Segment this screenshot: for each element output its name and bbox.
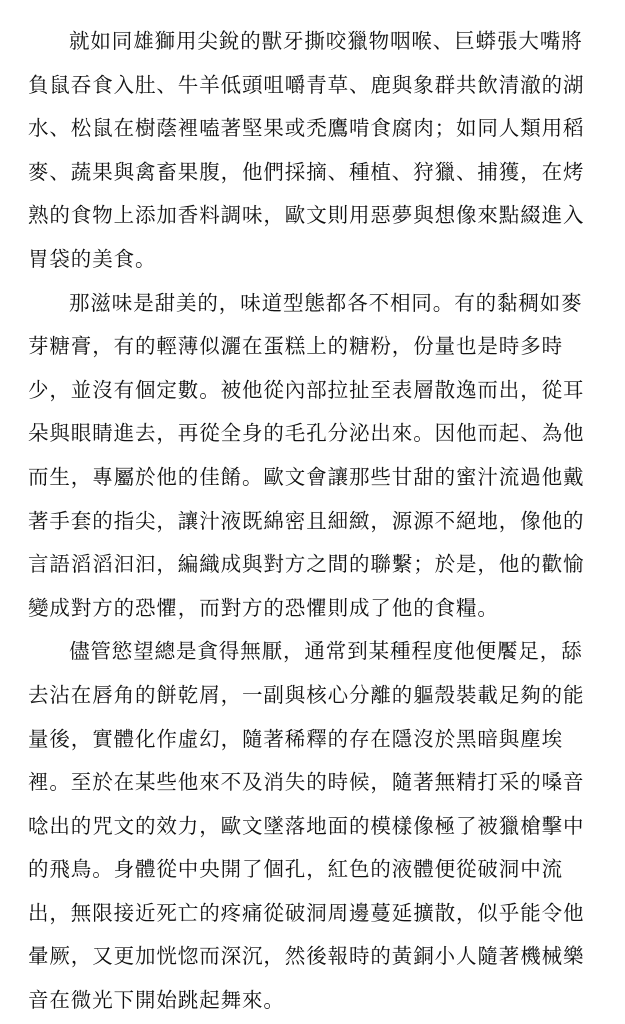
paragraph-3 xyxy=(28,630,611,1022)
text-line: 著手套的指尖，讓汁液既綿密且細緻，源源不絕地，像他的 xyxy=(28,508,585,533)
text-line: 芽糖膏，有的輕薄似灑在蛋糕上的糖粉，份量也是時多時 xyxy=(28,334,563,359)
text-line: 言語滔滔汩汩，編織成與對方之間的聯繫；於是，他的歡愉 xyxy=(28,552,585,577)
text-line: 那滋味是甜美的，味道型態都各不相同。有的黏稠如麥 xyxy=(69,290,583,315)
paragraph-1 xyxy=(28,20,611,282)
text-line: 朵與眼睛進去，再從全身的毛孔分泌出來。因他而起、為他 xyxy=(28,421,585,446)
text-line: 量後，實體化作虛幻，隨著稀釋的存在隱沒於黑暗與塵埃 xyxy=(28,726,563,751)
text-line: 唸出的咒文的效力，歐文墜落地面的模樣像極了被獵槍擊中 xyxy=(28,813,585,838)
text-line: 麥、蔬果與禽畜果腹，他們採摘、種植、狩獵、捕獲，在烤 xyxy=(28,159,585,184)
text-line: 變成對方的恐懼，而對方的恐懼則成了他的食糧。 xyxy=(28,595,499,620)
text-line: 水、松鼠在樹蔭裡嗑著堅果或禿鷹啃食腐肉；如同人類用稻 xyxy=(28,116,585,141)
text-line: 音在微光下開始跳起舞來。 xyxy=(28,988,285,1013)
text-line: 裡。至於在某些他來不及消失的時候，隨著無精打采的嗓音 xyxy=(28,770,585,795)
text-line: 少，並沒有個定數。被他從內部拉扯至表層散逸而出，從耳 xyxy=(28,377,585,402)
text-line: 熟的食物上添加香料調味，歐文則用惡夢與想像來點綴進入 xyxy=(28,203,585,228)
text-line: 出，無限接近死亡的疼痛從破洞周邊蔓延擴散，似乎能令他 xyxy=(28,900,585,925)
text-line: 的飛鳥。身體從中央開了個孔，紅色的液體便從破洞中流 xyxy=(28,857,563,882)
text-line: 胃袋的美食。 xyxy=(28,246,157,271)
text-line: 就如同雄獅用尖銳的獸牙撕咬獵物咽喉、巨蟒張大嘴將 xyxy=(69,29,583,53)
text-line: 負鼠吞食入肚、牛羊低頭咀嚼青草、鹿與象群共飲清澈的湖 xyxy=(28,72,585,97)
paragraph-2 xyxy=(28,282,611,631)
text-line: 去沾在唇角的餅乾屑，一副與核心分離的軀殼裝載足夠的能 xyxy=(28,682,585,707)
text-line: 而生，專屬於他的佳餚。歐文會讓那些甘甜的蜜汁流過他戴 xyxy=(28,464,585,489)
text-line: 暈厥，又更加恍惚而深沉，然後報時的黃銅小人隨著機械樂 xyxy=(28,944,585,969)
text-line: 儘管慾望總是貪得無厭，通常到某種程度他便饜足，舔 xyxy=(69,639,583,664)
